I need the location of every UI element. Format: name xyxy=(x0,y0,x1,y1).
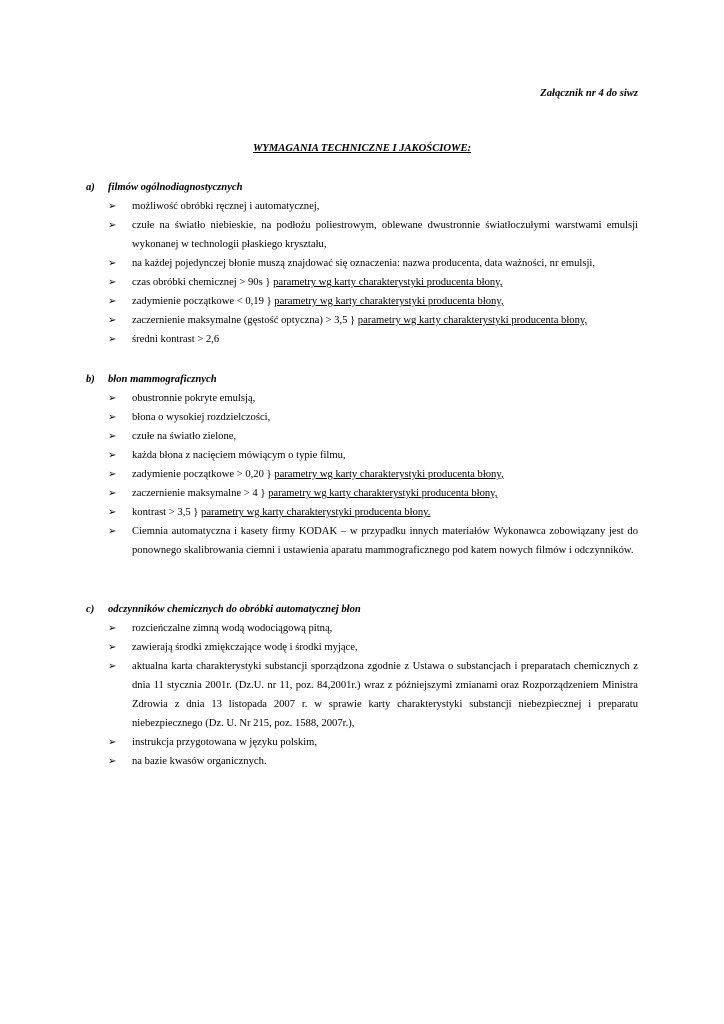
list-item xyxy=(86,522,638,560)
arrow-bullet-icon: ➢ xyxy=(108,315,117,326)
section-heading xyxy=(86,178,638,197)
list-item xyxy=(86,446,638,465)
section-heading xyxy=(86,370,638,389)
list-item xyxy=(86,484,638,503)
arrow-bullet-icon: ➢ xyxy=(108,201,117,212)
item-text: czas obróbki chemicznej > 90s } xyxy=(132,277,274,288)
list-item xyxy=(86,619,638,638)
list-item xyxy=(86,197,638,216)
section-letter: c) xyxy=(86,604,95,615)
list-item xyxy=(86,638,638,657)
item-text: instrukcja przygotowana w języku polskim, xyxy=(132,737,318,748)
requirements-list xyxy=(86,197,638,349)
item-reference: parametry wg karty charakterystyki producenta błony, xyxy=(274,469,504,480)
arrow-bullet-icon: ➢ xyxy=(108,258,117,269)
arrow-bullet-icon: ➢ xyxy=(108,220,117,231)
arrow-bullet-icon: ➢ xyxy=(108,623,117,634)
item-text: zadymienie początkowe > 0,20 } xyxy=(132,469,275,480)
item-text: średni kontrast > 2,6 xyxy=(132,334,220,345)
item-reference: parametry wg karty charakterystyki producenta błony. xyxy=(201,507,431,518)
document-title: WYMAGANIA TECHNICZNE I JAKOŚCIOWE: xyxy=(252,143,472,154)
item-reference: parametry wg karty charakterystyki producenta błony, xyxy=(274,296,504,307)
arrow-bullet-icon: ➢ xyxy=(108,412,117,423)
arrow-bullet-icon: ➢ xyxy=(108,737,117,748)
item-text: zaczernienie maksymalne > 4 } xyxy=(132,488,269,499)
item-text: zaczernienie maksymalne (gęstość optyczna) > 3,5 } xyxy=(132,315,358,326)
list-item xyxy=(86,273,638,292)
list-item xyxy=(86,330,638,349)
item-text: możliwość obróbki ręcznej i automatycznej, xyxy=(132,201,320,212)
section-a xyxy=(86,178,638,349)
arrow-bullet-icon: ➢ xyxy=(108,431,117,442)
arrow-bullet-icon: ➢ xyxy=(108,526,117,537)
item-reference: parametry wg karty charakterystyki producenta błony, xyxy=(357,315,588,326)
section-letter: a) xyxy=(86,182,95,193)
item-text: każda błona z nacięciem mówiącym o typie filmu, xyxy=(132,450,346,461)
arrow-bullet-icon: ➢ xyxy=(108,469,117,480)
list-item xyxy=(86,503,638,522)
section-heading xyxy=(86,600,638,619)
list-item xyxy=(86,254,638,273)
arrow-bullet-icon: ➢ xyxy=(108,450,117,461)
section-title: filmów ogólnodiagnostycznych xyxy=(108,182,243,193)
item-text: Ciemnia automatyczna i kasety firmy KODAK – w przypadku innych materiałów Wykonawca zobowiązany jest do ponownego skalibrowania ciemni i ustawienia aparatu mammograficznego pod katem nowych filmów i odczynników. xyxy=(132,526,638,556)
requirements-list xyxy=(86,389,638,560)
item-text: rozcieńczalne zimną wodą wodociągową pitną, xyxy=(132,623,333,634)
list-item xyxy=(86,427,638,446)
list-item xyxy=(86,311,638,330)
arrow-bullet-icon: ➢ xyxy=(108,334,117,345)
arrow-bullet-icon: ➢ xyxy=(108,661,117,672)
list-item xyxy=(86,408,638,427)
section-c xyxy=(86,600,638,771)
arrow-bullet-icon: ➢ xyxy=(108,756,117,767)
section-title: odczynników chemicznych do obróbki automatycznej błon xyxy=(108,604,361,615)
arrow-bullet-icon: ➢ xyxy=(108,642,117,653)
item-text: kontrast > 3,5 } xyxy=(132,507,202,518)
arrow-bullet-icon: ➢ xyxy=(108,488,117,499)
list-item xyxy=(86,733,638,752)
list-item xyxy=(86,389,638,408)
arrow-bullet-icon: ➢ xyxy=(108,507,117,518)
arrow-bullet-icon: ➢ xyxy=(108,393,117,404)
item-text: aktualna karta charakterystyki substancji sporządzona zgodnie z Ustawa o substancjach i preparatach chemicznych z dnia 11 stycznia 2001r. (Dz.U. nr 11, poz. 84,2001r.) wraz z późniejszymi zmianami oraz Rozporządzeniem Ministra Zdrowia z dnia 13 listopada 2007 r. w sprawie karty charakterystyki substancji niebezpiecznej i preparatu niebezpiecznego (Dz. U. Nr 215, poz. 1588, 2007r.), xyxy=(132,661,638,729)
item-reference: parametry wg karty charakterystyki producenta błony, xyxy=(268,488,498,499)
item-text: na każdej pojedynczej błonie muszą znajdować się oznaczenia: nazwa producenta, data ważności, nr emulsji, xyxy=(132,258,595,269)
list-item xyxy=(86,657,638,733)
item-text: zawierają środki zmiękczające wodę i środki myjące, xyxy=(132,642,358,653)
list-item xyxy=(86,465,638,484)
item-text: na bazie kwasów organicznych. xyxy=(132,756,267,767)
section-title: błon mammograficznych xyxy=(108,374,217,385)
annex-label: Załącznik nr 4 do siwz xyxy=(540,88,638,99)
item-reference: parametry wg karty charakterystyki producenta błony, xyxy=(273,277,503,288)
list-item xyxy=(86,752,638,771)
requirements-list xyxy=(86,619,638,771)
item-text: czułe na światło zielone, xyxy=(132,431,237,442)
item-text: obustronnie pokryte emulsją, xyxy=(132,393,256,404)
item-text: błona o wysokiej rozdzielczości, xyxy=(132,412,271,423)
arrow-bullet-icon: ➢ xyxy=(108,277,117,288)
list-item xyxy=(86,292,638,311)
item-text: czułe na światło niebieskie, na podłożu poliestrowym, oblewane dwustronnie światłoczułymi warstwami emulsji wykonanej w technologii płaskiego kryształu, xyxy=(132,220,638,250)
item-text: zadymienie początkowe < 0,19 } xyxy=(132,296,275,307)
list-item xyxy=(86,216,638,254)
section-letter: b) xyxy=(86,374,95,385)
arrow-bullet-icon: ➢ xyxy=(108,296,117,307)
section-b xyxy=(86,370,638,560)
